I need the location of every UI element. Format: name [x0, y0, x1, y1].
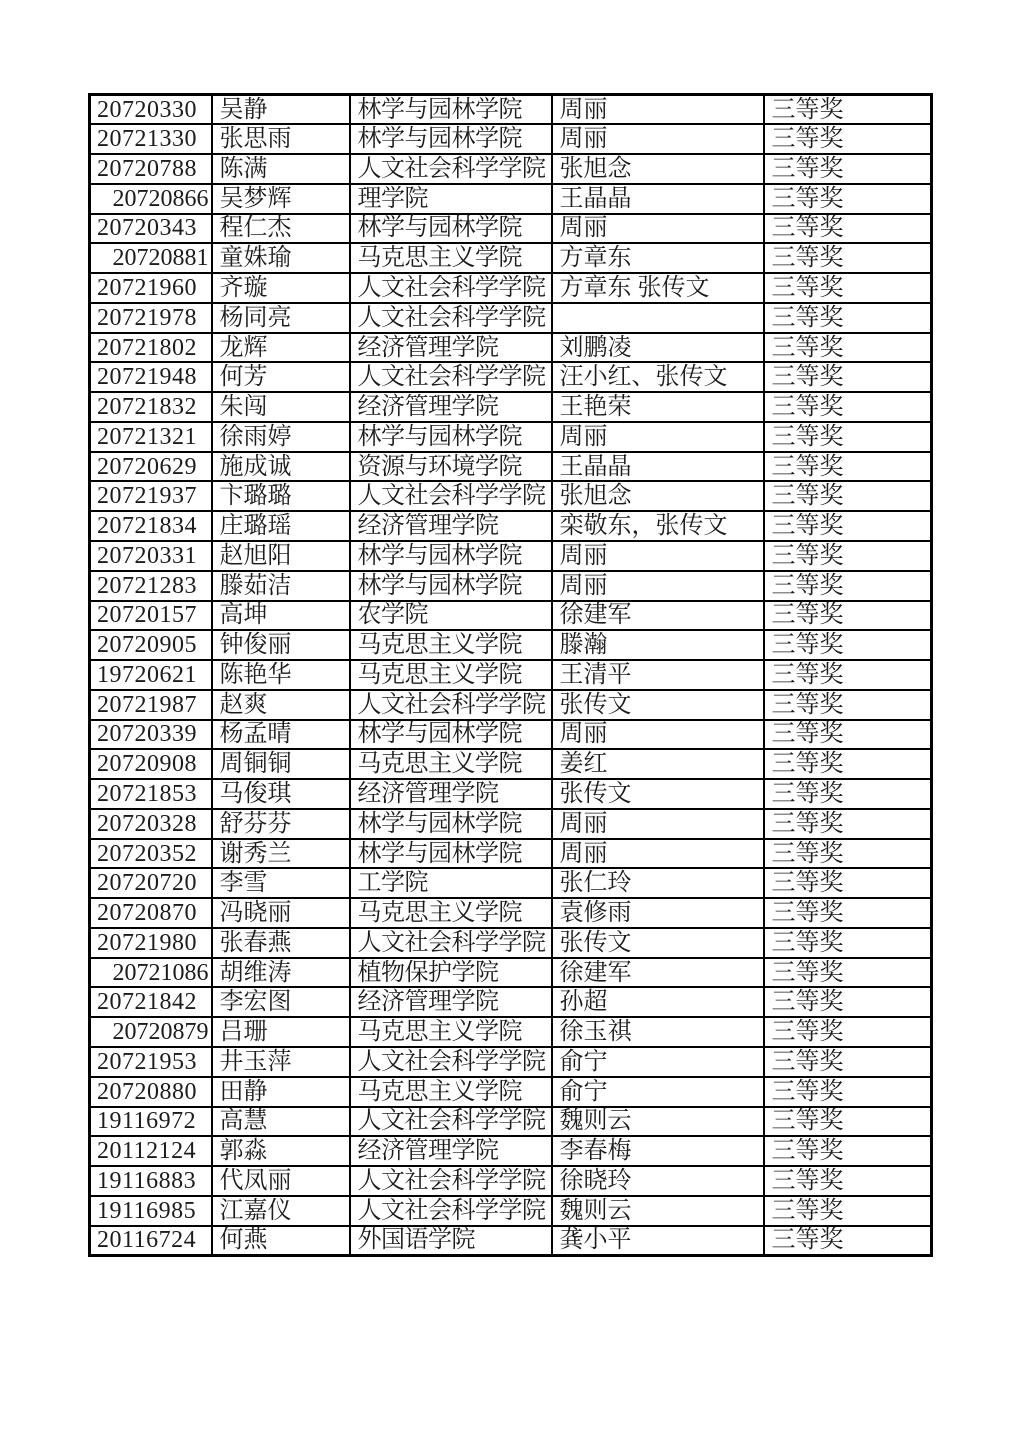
award-cell: 三等奖	[764, 749, 932, 779]
college-cell: 理学院	[350, 184, 552, 214]
table-row	[90, 541, 932, 571]
award-cell: 三等奖	[764, 630, 932, 660]
table-row	[90, 184, 932, 214]
student-name-cell: 代凤丽	[212, 1166, 350, 1196]
student-name-cell: 童姝瑜	[212, 243, 350, 273]
student-id-cell: 20720157	[90, 601, 212, 631]
award-cell: 三等奖	[764, 601, 932, 631]
award-cell: 三等奖	[764, 1107, 932, 1137]
college-cell: 人文社会科学学院	[350, 1047, 552, 1077]
student-id-cell: 19116972	[90, 1107, 212, 1137]
college-cell: 林学与园林学院	[350, 95, 552, 125]
table-row	[90, 452, 932, 482]
college-cell: 人文社会科学学院	[350, 1196, 552, 1226]
advisor-cell: 刘鹏凌	[552, 333, 764, 363]
advisor-cell: 滕瀚	[552, 630, 764, 660]
student-id-cell: 20721086	[90, 958, 212, 988]
college-cell: 林学与园林学院	[350, 214, 552, 244]
award-cell: 三等奖	[764, 958, 932, 988]
advisor-cell: 孙超	[552, 987, 764, 1017]
table-row	[90, 511, 932, 541]
student-id-cell: 20720879	[90, 1017, 212, 1047]
student-id-cell: 20721321	[90, 422, 212, 452]
student-name-cell: 陈艳华	[212, 660, 350, 690]
award-cell: 三等奖	[764, 541, 932, 571]
student-id-cell: 20720343	[90, 214, 212, 244]
student-id-cell: 20720330	[90, 95, 212, 125]
student-name-cell: 郭淼	[212, 1136, 350, 1166]
student-name-cell: 钟俊丽	[212, 630, 350, 660]
student-id-cell: 20721978	[90, 303, 212, 333]
table-row	[90, 1226, 932, 1256]
student-id-cell: 20721948	[90, 362, 212, 392]
award-cell: 三等奖	[764, 184, 932, 214]
table-row	[90, 481, 932, 511]
table-row	[90, 720, 932, 750]
college-cell: 马克思主义学院	[350, 1077, 552, 1107]
award-cell: 三等奖	[764, 124, 932, 154]
college-cell: 人文社会科学学院	[350, 481, 552, 511]
student-id-cell: 20721937	[90, 481, 212, 511]
table-row	[90, 898, 932, 928]
award-cell: 三等奖	[764, 511, 932, 541]
college-cell: 农学院	[350, 601, 552, 631]
advisor-cell: 周丽	[552, 720, 764, 750]
table-row	[90, 1077, 932, 1107]
award-cell: 三等奖	[764, 95, 932, 125]
student-name-cell: 周铜铜	[212, 749, 350, 779]
award-cell: 三等奖	[764, 422, 932, 452]
student-name-cell: 程仁杰	[212, 214, 350, 244]
student-id-cell: 20720788	[90, 154, 212, 184]
advisor-cell: 张传文	[552, 928, 764, 958]
table-row	[90, 809, 932, 839]
table-row	[90, 987, 932, 1017]
student-id-cell: 19720621	[90, 660, 212, 690]
student-name-cell: 杨同亮	[212, 303, 350, 333]
student-id-cell: 20721834	[90, 511, 212, 541]
advisor-cell: 魏则云	[552, 1107, 764, 1137]
college-cell: 植物保护学院	[350, 958, 552, 988]
student-id-cell: 20720331	[90, 541, 212, 571]
college-cell: 人文社会科学学院	[350, 690, 552, 720]
advisor-cell: 徐建军	[552, 958, 764, 988]
student-name-cell: 李雪	[212, 868, 350, 898]
award-cell: 三等奖	[764, 1017, 932, 1047]
advisor-cell: 周丽	[552, 95, 764, 125]
college-cell: 人文社会科学学院	[350, 1166, 552, 1196]
student-id-cell: 20720880	[90, 1077, 212, 1107]
student-id-cell: 20720629	[90, 452, 212, 482]
table-row	[90, 1196, 932, 1226]
student-id-cell: 20720352	[90, 839, 212, 869]
advisor-cell: 方章东 张传文	[552, 273, 764, 303]
student-name-cell: 张春燕	[212, 928, 350, 958]
advisor-cell: 王晶晶	[552, 184, 764, 214]
award-cell: 三等奖	[764, 452, 932, 482]
table-row	[90, 333, 932, 363]
college-cell: 林学与园林学院	[350, 422, 552, 452]
award-cell: 三等奖	[764, 809, 932, 839]
award-cell: 三等奖	[764, 214, 932, 244]
student-id-cell: 20112124	[90, 1136, 212, 1166]
award-cell: 三等奖	[764, 987, 932, 1017]
advisor-cell: 周丽	[552, 214, 764, 244]
student-name-cell: 江嘉仪	[212, 1196, 350, 1226]
student-id-cell: 20721960	[90, 273, 212, 303]
table-row	[90, 95, 932, 125]
student-id-cell: 20720908	[90, 749, 212, 779]
student-name-cell: 施成诚	[212, 452, 350, 482]
college-cell: 经济管理学院	[350, 511, 552, 541]
award-cell: 三等奖	[764, 154, 932, 184]
college-cell: 经济管理学院	[350, 779, 552, 809]
student-id-cell: 20721832	[90, 392, 212, 422]
advisor-cell: 徐建军	[552, 601, 764, 631]
advisor-cell: 汪小红、张传文	[552, 362, 764, 392]
student-id-cell: 20720866	[90, 184, 212, 214]
table-row	[90, 601, 932, 631]
advisor-cell: 张旭念	[552, 154, 764, 184]
student-name-cell: 赵爽	[212, 690, 350, 720]
table-row	[90, 392, 932, 422]
table-row	[90, 958, 932, 988]
student-name-cell: 吴梦辉	[212, 184, 350, 214]
student-name-cell: 吕珊	[212, 1017, 350, 1047]
table-row	[90, 154, 932, 184]
award-cell: 三等奖	[764, 1226, 932, 1256]
awards-table	[88, 93, 933, 1257]
table-row	[90, 243, 932, 273]
advisor-cell: 徐晓玲	[552, 1166, 764, 1196]
award-cell: 三等奖	[764, 1196, 932, 1226]
student-id-cell: 20721802	[90, 333, 212, 363]
table-row	[90, 273, 932, 303]
table-row	[90, 660, 932, 690]
award-cell: 三等奖	[764, 273, 932, 303]
student-name-cell: 陈满	[212, 154, 350, 184]
award-cell: 三等奖	[764, 1047, 932, 1077]
advisor-cell: 栾敬东，张传文	[552, 511, 764, 541]
college-cell: 经济管理学院	[350, 987, 552, 1017]
award-cell: 三等奖	[764, 243, 932, 273]
student-name-cell: 何芳	[212, 362, 350, 392]
award-cell: 三等奖	[764, 720, 932, 750]
college-cell: 马克思主义学院	[350, 898, 552, 928]
student-name-cell: 卞璐璐	[212, 481, 350, 511]
table-row	[90, 690, 932, 720]
student-id-cell: 19116985	[90, 1196, 212, 1226]
advisor-cell: 周丽	[552, 839, 764, 869]
table-row	[90, 124, 932, 154]
advisor-cell: 李春梅	[552, 1136, 764, 1166]
award-cell: 三等奖	[764, 571, 932, 601]
advisor-cell: 周丽	[552, 809, 764, 839]
advisor-cell: 张旭念	[552, 481, 764, 511]
college-cell: 林学与园林学院	[350, 541, 552, 571]
student-id-cell: 20720881	[90, 243, 212, 273]
table-row	[90, 779, 932, 809]
college-cell: 外国语学院	[350, 1226, 552, 1256]
student-name-cell: 马俊琪	[212, 779, 350, 809]
advisor-cell: 周丽	[552, 124, 764, 154]
award-cell: 三等奖	[764, 1077, 932, 1107]
advisor-cell: 张传文	[552, 779, 764, 809]
student-name-cell: 杨孟晴	[212, 720, 350, 750]
student-name-cell: 何燕	[212, 1226, 350, 1256]
college-cell: 林学与园林学院	[350, 571, 552, 601]
college-cell: 林学与园林学院	[350, 839, 552, 869]
college-cell: 工学院	[350, 868, 552, 898]
table-row	[90, 749, 932, 779]
advisor-cell: 周丽	[552, 541, 764, 571]
award-cell: 三等奖	[764, 898, 932, 928]
college-cell: 人文社会科学学院	[350, 303, 552, 333]
student-id-cell: 20720339	[90, 720, 212, 750]
college-cell: 林学与园林学院	[350, 720, 552, 750]
college-cell: 经济管理学院	[350, 1136, 552, 1166]
student-id-cell: 20720328	[90, 809, 212, 839]
award-cell: 三等奖	[764, 392, 932, 422]
award-cell: 三等奖	[764, 1136, 932, 1166]
student-id-cell: 19116883	[90, 1166, 212, 1196]
college-cell: 马克思主义学院	[350, 243, 552, 273]
advisor-cell: 周丽	[552, 571, 764, 601]
college-cell: 资源与环境学院	[350, 452, 552, 482]
advisor-cell: 龚小平	[552, 1226, 764, 1256]
table-row	[90, 868, 932, 898]
college-cell: 人文社会科学学院	[350, 154, 552, 184]
table-row	[90, 839, 932, 869]
student-name-cell: 吴静	[212, 95, 350, 125]
college-cell: 人文社会科学学院	[350, 362, 552, 392]
advisor-cell: 张仁玲	[552, 868, 764, 898]
student-name-cell: 谢秀兰	[212, 839, 350, 869]
college-cell: 人文社会科学学院	[350, 1107, 552, 1137]
student-name-cell: 赵旭阳	[212, 541, 350, 571]
college-cell: 经济管理学院	[350, 392, 552, 422]
college-cell: 马克思主义学院	[350, 630, 552, 660]
award-cell: 三等奖	[764, 362, 932, 392]
advisor-cell: 王艳荣	[552, 392, 764, 422]
award-cell: 三等奖	[764, 839, 932, 869]
college-cell: 马克思主义学院	[350, 660, 552, 690]
table-row	[90, 1136, 932, 1166]
student-id-cell: 20721842	[90, 987, 212, 1017]
student-name-cell: 舒芬芬	[212, 809, 350, 839]
advisor-cell: 王清平	[552, 660, 764, 690]
advisor-cell: 魏则云	[552, 1196, 764, 1226]
student-name-cell: 李宏图	[212, 987, 350, 1017]
table-row	[90, 1107, 932, 1137]
student-name-cell: 龙辉	[212, 333, 350, 363]
award-cell: 三等奖	[764, 1166, 932, 1196]
student-name-cell: 庄璐瑶	[212, 511, 350, 541]
student-id-cell: 20721980	[90, 928, 212, 958]
student-name-cell: 齐璇	[212, 273, 350, 303]
table-row	[90, 422, 932, 452]
award-cell: 三等奖	[764, 660, 932, 690]
table-row	[90, 630, 932, 660]
advisor-cell: 俞宁	[552, 1077, 764, 1107]
student-id-cell: 20721283	[90, 571, 212, 601]
student-id-cell: 20721953	[90, 1047, 212, 1077]
award-cell: 三等奖	[764, 303, 932, 333]
student-name-cell: 高坤	[212, 601, 350, 631]
college-cell: 马克思主义学院	[350, 749, 552, 779]
advisor-cell: 方章东	[552, 243, 764, 273]
table-row	[90, 362, 932, 392]
college-cell: 经济管理学院	[350, 333, 552, 363]
awards-table-body	[90, 95, 932, 1256]
table-row	[90, 303, 932, 333]
advisor-cell: 王晶晶	[552, 452, 764, 482]
table-row	[90, 1017, 932, 1047]
student-name-cell: 田静	[212, 1077, 350, 1107]
advisor-cell: 周丽	[552, 422, 764, 452]
table-row	[90, 1166, 932, 1196]
advisor-cell: 张传文	[552, 690, 764, 720]
college-cell: 马克思主义学院	[350, 1017, 552, 1047]
student-id-cell: 20720870	[90, 898, 212, 928]
table-row	[90, 928, 932, 958]
award-cell: 三等奖	[764, 481, 932, 511]
award-cell: 三等奖	[764, 868, 932, 898]
award-cell: 三等奖	[764, 928, 932, 958]
table-row	[90, 571, 932, 601]
award-cell: 三等奖	[764, 779, 932, 809]
student-name-cell: 井玉萍	[212, 1047, 350, 1077]
student-id-cell: 20720905	[90, 630, 212, 660]
advisor-cell: 徐玉祺	[552, 1017, 764, 1047]
college-cell: 林学与园林学院	[350, 809, 552, 839]
advisor-cell	[552, 303, 764, 333]
student-name-cell: 滕茹洁	[212, 571, 350, 601]
table-row	[90, 214, 932, 244]
advisor-cell: 俞宁	[552, 1047, 764, 1077]
college-cell: 人文社会科学学院	[350, 928, 552, 958]
student-name-cell: 徐雨婷	[212, 422, 350, 452]
advisor-cell: 姜红	[552, 749, 764, 779]
award-cell: 三等奖	[764, 690, 932, 720]
student-name-cell: 张思雨	[212, 124, 350, 154]
college-cell: 人文社会科学学院	[350, 273, 552, 303]
award-cell: 三等奖	[764, 333, 932, 363]
student-id-cell: 20116724	[90, 1226, 212, 1256]
student-name-cell: 胡维涛	[212, 958, 350, 988]
student-name-cell: 高慧	[212, 1107, 350, 1137]
student-name-cell: 朱闯	[212, 392, 350, 422]
student-id-cell: 20721330	[90, 124, 212, 154]
student-id-cell: 20720720	[90, 868, 212, 898]
advisor-cell: 袁修雨	[552, 898, 764, 928]
college-cell: 林学与园林学院	[350, 124, 552, 154]
table-row	[90, 1047, 932, 1077]
student-id-cell: 20721987	[90, 690, 212, 720]
student-id-cell: 20721853	[90, 779, 212, 809]
student-name-cell: 冯晓丽	[212, 898, 350, 928]
